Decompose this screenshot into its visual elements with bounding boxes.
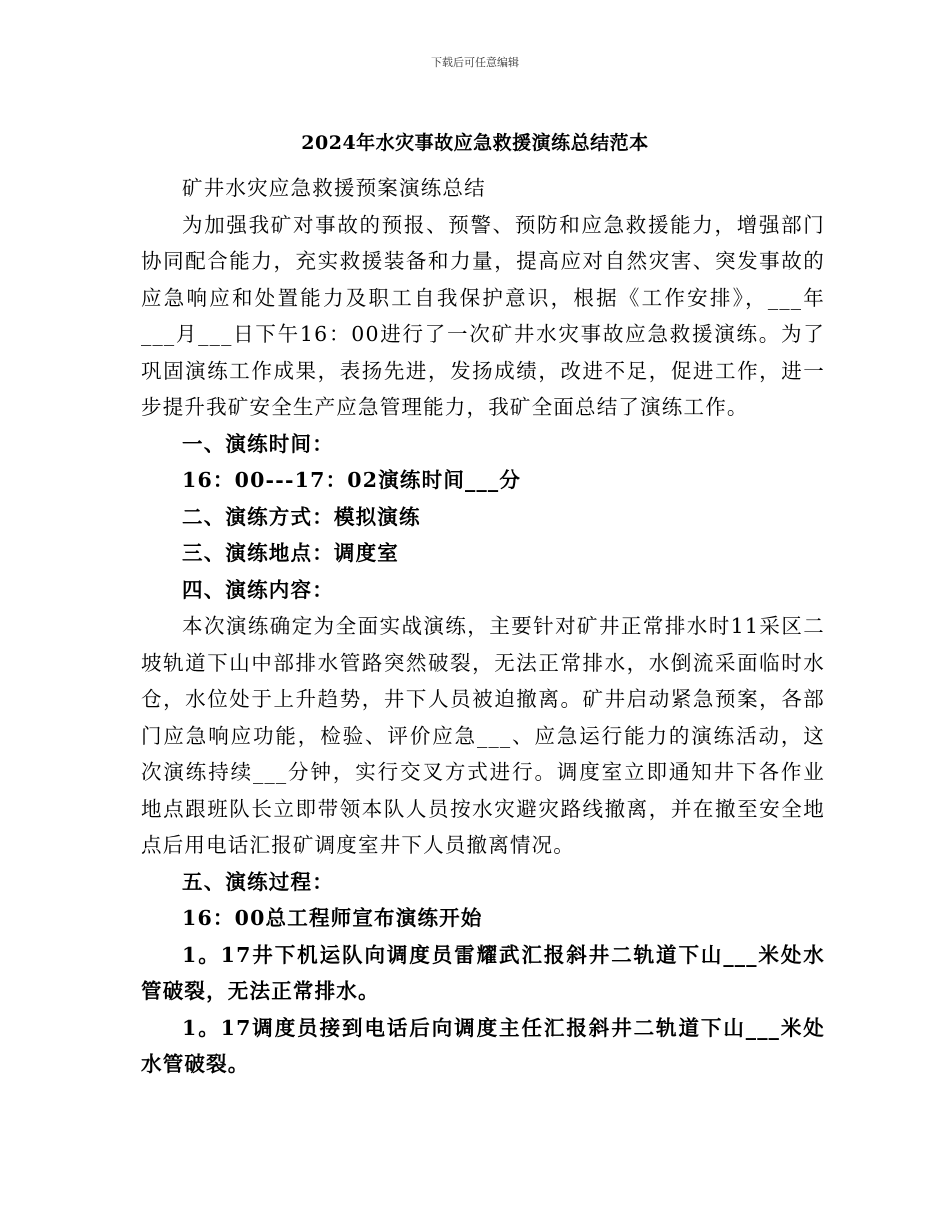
heading-drill-content: 四、演练内容：	[182, 577, 334, 602]
paragraph-process-step-1: 1。17井下机运队向调度员雷耀武汇报斜井二轨道下山___米处水管破裂，无法正常排水。	[141, 942, 825, 1003]
heading-drill-process: 五、演练过程：	[182, 869, 334, 894]
paragraph-drill-content: 本次演练确定为全面实战演练，主要针对矿井正常排水时11采区二坡轨道下山中部排水管路突然破裂，无法正常排水，水倒流采面临时水仓，水位处于上升趋势，井下人员被迫撤离。矿井启动紧急预案，各部门应急响应功能，检验、评价应急___、应急运行能力的演练活动，这次演练持续___分钟，实行交叉方式进行。调度室立即通知井下各作业地点跟班队长立即带领本队人员按水灾避灾路线撤离，并在撤至安全地点后用电话汇报矿调度室井下人员撤离情况。	[141, 614, 825, 857]
header-note: 下载后可任意编辑	[431, 56, 519, 69]
heading-drill-time: 一、演练时间：	[182, 431, 334, 456]
document-title: 2024年水灾事故应急救援演练总结范本	[301, 132, 649, 154]
heading-drill-location: 三、演练地点：调度室	[182, 541, 399, 565]
paragraph-drill-time-value: 16：00---17：02演练时间___分	[182, 468, 522, 492]
document-body	[141, 170, 825, 1083]
heading-drill-method: 二、演练方式：模拟演练	[182, 504, 421, 529]
paragraph-intro: 为加强我矿对事故的预报、预警、预防和应急救援能力，增强部门协同配合能力，充实救援装备和力量，提高应对自然灾害、突发事故的应急响应和处置能力及职工自我保护意识，根据《工作安排》，___年___月___日下午16：00进行了一次矿井水灾事故应急救援演练。为了巩固演练工作成果，表扬先进，发扬成绩，改进不足，促进工作，进一步提升我矿安全生产应急管理能力，我矿全面总结了演练工作。	[141, 212, 825, 419]
paragraph-subtitle: 矿井水灾应急救援预案演练总结	[182, 176, 486, 200]
paragraph-process-step-2: 1。17调度员接到电话后向调度主任汇报斜井二轨道下山___米处水管破裂。	[141, 1015, 825, 1076]
paragraph-process-start: 16：00总工程师宣布演练开始	[182, 906, 483, 930]
